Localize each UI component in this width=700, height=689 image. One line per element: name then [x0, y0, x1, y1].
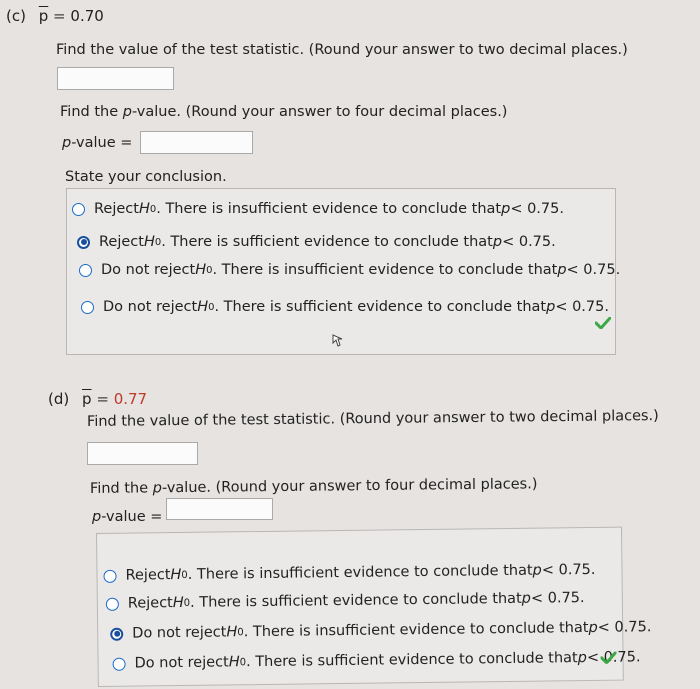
radio-button[interactable]	[103, 569, 116, 582]
part-c-p-value: 0.70	[70, 7, 104, 25]
choice-h: H	[172, 594, 184, 612]
choice-p: p	[557, 262, 567, 278]
radio-button[interactable]	[79, 264, 92, 277]
part-c-test-stat-prompt: Find the value of the test statistic. (Round your answer to two decimal places.)	[56, 42, 628, 58]
radio-button[interactable]	[113, 657, 126, 670]
part-c-choice[interactable]	[72, 201, 564, 217]
part-c-pvalue-prompt	[60, 104, 507, 120]
cursor-icon	[332, 334, 348, 348]
part-d-label: (d)	[48, 390, 70, 408]
part-d-choice[interactable]	[106, 590, 585, 612]
radio-button[interactable]	[72, 203, 85, 216]
part-d-equals: =	[96, 390, 109, 408]
part-c-choice[interactable]	[79, 262, 620, 278]
choice-pre: Reject	[99, 234, 144, 250]
choice-h: H	[138, 201, 150, 217]
part-c-choice[interactable]	[77, 234, 556, 250]
choice-post: . There is insufficient evidence to conclude that	[156, 201, 502, 217]
choice-pre: Reject	[94, 201, 139, 217]
part-c-test-stat-input[interactable]	[57, 67, 174, 90]
choice-post: . There is insufficient evidence to conclude that	[212, 262, 558, 278]
part-c-pvalue-label-post: -value =	[71, 135, 133, 151]
choice-sub: 0	[149, 203, 157, 215]
choice-tail: < 0.75.	[566, 262, 621, 278]
choice-tail: < 0.75.	[586, 649, 641, 667]
choice-p: p	[546, 299, 556, 315]
radio-button-selected[interactable]	[77, 236, 90, 249]
choice-post: . There is sufficient evidence to conclude that	[245, 650, 578, 671]
part-d-p-value: 0.77	[113, 390, 148, 408]
part-c-choice[interactable]	[81, 299, 609, 315]
choice-post: . There is sufficient evidence to conclude that	[161, 234, 493, 250]
choice-tail: < 0.75.	[530, 590, 585, 607]
part-d-test-stat-prompt: Find the value of the test statistic. (Round your answer to two decimal places.)	[86, 408, 659, 430]
part-c-pvalue-prompt-pre: Find the	[60, 104, 123, 120]
part-d-pvalue-prompt-pre: Find the	[89, 480, 153, 497]
part-c-pvalue-label-p: p	[62, 135, 72, 151]
choice-p: p	[492, 234, 503, 250]
choice-pre: Do not reject	[103, 299, 198, 315]
part-d-pvalue-label-p: p	[92, 509, 102, 525]
choice-sub: 0	[183, 597, 191, 609]
part-c-pvalue-label	[62, 135, 132, 151]
part-c-equals: =	[53, 7, 66, 25]
part-d-pvalue-prompt	[90, 476, 538, 497]
choice-sub: 0	[239, 656, 247, 668]
part-c-conclusion-prompt: State your conclusion.	[65, 169, 227, 185]
radio-button-selected[interactable]	[110, 627, 123, 640]
choice-h: H	[143, 234, 155, 250]
choice-post: . There is sufficient evidence to conclude that	[189, 590, 522, 611]
choice-tail: < 0.75.	[510, 201, 564, 217]
check-icon	[600, 652, 616, 664]
part-d-p-symbol: $\overline{p}$	[82, 390, 92, 408]
choice-sub: 0	[154, 236, 162, 248]
part-c-pvalue-prompt-p: p	[122, 104, 132, 120]
part-d-choice[interactable]	[113, 649, 641, 671]
part-c-pvalue-input[interactable]	[140, 131, 253, 154]
choice-post: . There is sufficient evidence to conclude that	[214, 299, 547, 315]
choice-pre: Do not reject	[134, 654, 229, 672]
choice-sub: 0	[206, 264, 213, 276]
choice-p: p	[588, 619, 598, 636]
choice-p: p	[577, 650, 587, 667]
part-c-header	[6, 7, 104, 25]
choice-pre: Reject	[127, 595, 173, 612]
choice-h: H	[226, 624, 238, 641]
choice-tail: < 0.75.	[555, 299, 609, 315]
choice-pre: Reject	[125, 567, 171, 584]
part-c-p-symbol: $\overline{p}$	[38, 7, 49, 25]
choice-p: p	[521, 590, 532, 607]
choice-sub: 0	[181, 569, 188, 581]
choice-h: H	[197, 299, 209, 315]
part-d-choices-box	[96, 527, 652, 687]
choice-h: H	[195, 262, 207, 278]
part-d-pvalue-prompt-post: -value. (Round your answer to four decimal places.)	[161, 476, 538, 497]
choice-sub: 0	[208, 301, 215, 313]
choice-sub: 0	[237, 626, 244, 638]
part-d-pvalue-input[interactable]	[166, 498, 273, 520]
part-d-test-stat-input[interactable]	[87, 442, 198, 465]
choice-h: H	[170, 566, 182, 584]
part-d-pvalue-label	[92, 509, 162, 525]
part-d-choice[interactable]	[110, 619, 651, 642]
part-d-choice[interactable]	[103, 562, 595, 584]
check-icon	[595, 317, 611, 329]
choice-h: H	[228, 654, 240, 671]
choice-post: . There is insufficient evidence to conclude that	[243, 619, 589, 641]
choice-tail: < 0.75.	[541, 561, 596, 579]
choice-tail: < 0.75.	[597, 619, 652, 636]
choice-pre: Do not reject	[101, 262, 196, 278]
part-d-pvalue-prompt-p: p	[152, 480, 163, 497]
part-d-header	[48, 390, 147, 408]
radio-button[interactable]	[81, 301, 94, 314]
choice-post: . There is insufficient evidence to conclude that	[187, 562, 533, 583]
part-c-label: (c)	[6, 7, 26, 25]
choice-tail: < 0.75.	[502, 234, 556, 250]
part-c-choices-box	[66, 188, 621, 355]
choice-p: p	[532, 562, 542, 579]
part-c-pvalue-prompt-post: -value. (Round your answer to four decimal places.)	[131, 104, 508, 120]
radio-button[interactable]	[106, 597, 119, 610]
choice-pre: Do not reject	[132, 624, 227, 642]
choice-p: p	[501, 201, 511, 217]
part-d-pvalue-label-post: -value =	[101, 509, 163, 525]
